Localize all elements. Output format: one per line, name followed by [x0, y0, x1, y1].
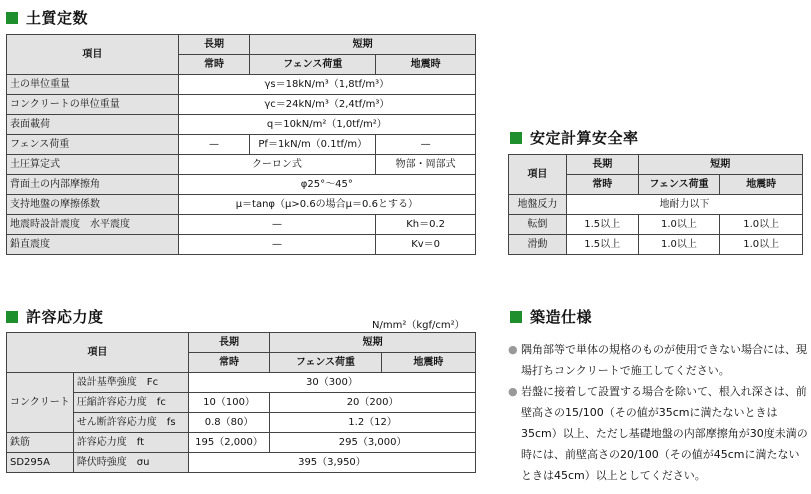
list-item [508, 339, 808, 381]
row-label: 滑動 [509, 235, 567, 255]
table-row [7, 235, 476, 255]
safety-factor-table [508, 154, 803, 255]
row-fence: 1.0以上 [638, 235, 720, 255]
spec-text: 岩盤に接着して設置する場合を除いて、根入れ深さは、前壁高さの15/100（その値が35cmに満たないときは35cm）以上、ただし基礎地盤の内部摩擦角が30度未満の時には、前壁高さの20/100（その値が45cmに満たないときは45cm）以上としてください。 [521, 385, 808, 482]
header-normal: 常時 [178, 55, 250, 75]
green-square-icon [510, 311, 522, 323]
soil-title-text: 土質定数 [26, 9, 89, 27]
row-normal: 10（100） [188, 393, 269, 413]
rebar-label: 鉄筋 [7, 433, 74, 453]
row-quake: 1.0以上 [720, 215, 803, 235]
construction-spec-list [508, 339, 808, 486]
header-item: 項目 [509, 155, 567, 195]
construction-title-text: 築造仕様 [530, 308, 593, 326]
row-main: — [178, 235, 376, 255]
row-normal: 1.5以上 [566, 235, 638, 255]
table-row [7, 413, 476, 433]
table-row [509, 215, 803, 235]
row-main: — [178, 215, 376, 235]
concrete-label: コンクリート [7, 373, 74, 433]
row-fence: 1.0以上 [638, 215, 720, 235]
soil-constants-table [6, 34, 476, 255]
bullet-dot-icon: ● [508, 343, 518, 356]
header-short: 短期 [250, 35, 476, 55]
green-square-icon [6, 12, 18, 24]
row-label: 地盤反力 [509, 195, 567, 215]
row-value: 30（300） [188, 373, 475, 393]
row-label: 表面載荷 [7, 115, 179, 135]
row-label: 支持地盤の摩擦係数 [7, 195, 179, 215]
soil-section-title [6, 7, 88, 28]
safety-title-text: 安定計算安全率 [530, 129, 639, 147]
table-row [7, 393, 476, 413]
row-value: 395（3,950） [188, 453, 475, 473]
allowable-stress-table [6, 332, 476, 473]
row-label: 降伏時強度 σu [73, 453, 188, 473]
table-row [7, 175, 476, 195]
row-fence: Pf＝1kN/m（0.1tf/m） [250, 135, 376, 155]
spec-text: 隅角部等で単体の規格のものが使用できない場合には、現場打ちコンクリートで施工してください。 [521, 343, 807, 377]
row-value: γs＝18kN/m³（1,8tf/m³） [178, 75, 475, 95]
header-long: 長期 [188, 333, 269, 353]
row-quake: — [376, 135, 476, 155]
header-quake: 地震時 [720, 175, 803, 195]
row-label: 許容応力度 ft [73, 433, 188, 453]
row-short: 1.2（12） [270, 413, 476, 433]
row-value: 地耐力以下 [566, 195, 802, 215]
row-label: 地震時設計震度 水平震度 [7, 215, 179, 235]
row-normal: 195（2,000） [188, 433, 269, 453]
header-long: 長期 [178, 35, 250, 55]
table-row [509, 195, 803, 215]
header-short: 短期 [638, 155, 802, 175]
stress-title-text: 許容応力度 [26, 308, 104, 326]
table-row [7, 373, 476, 393]
row-short: 295（3,000） [270, 433, 476, 453]
rebar-grade: SD295A [7, 453, 74, 473]
table-row [7, 453, 476, 473]
row-normal: 0.8（80） [188, 413, 269, 433]
construction-section-title [510, 306, 592, 327]
header-quake: 地震時 [381, 353, 475, 373]
header-short: 短期 [270, 333, 476, 353]
table-row [7, 195, 476, 215]
list-item [508, 381, 808, 486]
row-short: 20（200） [270, 393, 476, 413]
row-value: q＝10kN/m²（1,0tf/m²） [178, 115, 475, 135]
row-label: 背面土の内部摩擦角 [7, 175, 179, 195]
header-fence: フェンス荷重 [638, 175, 720, 195]
green-square-icon [6, 311, 18, 323]
table-row [509, 235, 803, 255]
row-quake: 物部・岡部式 [376, 155, 476, 175]
header-fence: フェンス荷重 [250, 55, 376, 75]
safety-section-title [510, 127, 639, 148]
row-quake: Kv＝0 [376, 235, 476, 255]
row-quake: 1.0以上 [720, 235, 803, 255]
header-long: 長期 [566, 155, 638, 175]
stress-unit: N/mm²（kgf/cm²） [372, 320, 465, 331]
stress-section-title [6, 306, 104, 327]
row-label: コンクリートの単位重量 [7, 95, 179, 115]
table-row [7, 433, 476, 453]
table-row [7, 115, 476, 135]
row-label: 土の単位重量 [7, 75, 179, 95]
header-normal: 常時 [188, 353, 269, 373]
row-main: クーロン式 [178, 155, 376, 175]
header-item: 項目 [7, 333, 189, 373]
row-value: φ25°〜45° [178, 175, 475, 195]
row-value: γc＝24kN/m³（2,4tf/m³） [178, 95, 475, 115]
header-item: 項目 [7, 35, 179, 75]
table-row [7, 75, 476, 95]
green-square-icon [510, 132, 522, 144]
row-label: 転倒 [509, 215, 567, 235]
table-row [7, 155, 476, 175]
bullet-dot-icon: ● [508, 385, 518, 398]
row-normal: — [178, 135, 250, 155]
row-value: μ＝tanφ（μ>0.6の場合μ＝0.6とする） [178, 195, 475, 215]
table-row [7, 135, 476, 155]
row-normal: 1.5以上 [566, 215, 638, 235]
row-quake: Kh＝0.2 [376, 215, 476, 235]
header-fence: フェンス荷重 [270, 353, 381, 373]
row-label: せん断許容応力度 fs [73, 413, 188, 433]
row-label: フェンス荷重 [7, 135, 179, 155]
row-label: 土圧算定式 [7, 155, 179, 175]
row-label: 設計基準強度 Fc [73, 373, 188, 393]
table-row [7, 95, 476, 115]
header-quake: 地震時 [376, 55, 476, 75]
table-row [7, 215, 476, 235]
row-label: 鉛直震度 [7, 235, 179, 255]
row-label: 圧縮許容応力度 fc [73, 393, 188, 413]
header-normal: 常時 [566, 175, 638, 195]
